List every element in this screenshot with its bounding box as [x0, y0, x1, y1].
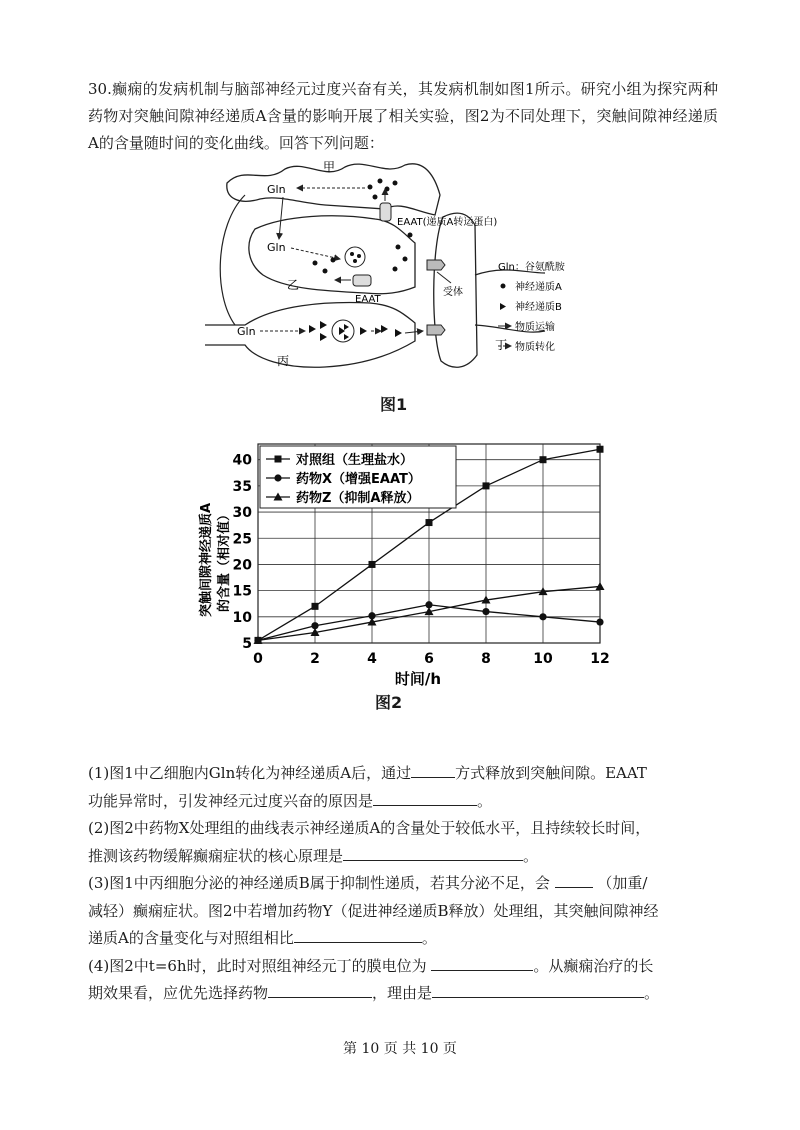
legend-conversion: 物质转化 — [515, 342, 555, 353]
eaat-top-icon — [380, 203, 391, 221]
y-tick-label: 35 — [232, 478, 252, 495]
data-point-square — [483, 482, 490, 489]
transmitter-b-triangles — [309, 321, 402, 341]
legend-label: 药物Z（抑制A释放） — [296, 491, 420, 506]
figure-2-chart — [190, 430, 610, 692]
y-tick-label: 25 — [232, 531, 252, 548]
receptor-b-icon — [427, 325, 445, 335]
data-point-circle — [596, 618, 603, 625]
y-tick-label: 5 — [242, 636, 252, 652]
legend-marker-circle — [274, 474, 281, 481]
legend-label: 对照组（生理盐水） — [296, 453, 414, 468]
eaat-middle-icon — [353, 275, 371, 286]
legend-dot-icon — [501, 284, 506, 289]
y-axis-label-line2: 的含量（相对值） — [217, 507, 232, 613]
cell-ding-label: 丁 — [495, 338, 508, 352]
legend-marker-square — [275, 456, 282, 463]
question-intro: 30.癫痫的发病机制与脑部神经元过度兴奋有关，其发病机制如图1所示。研究小组为探究两种药物对突触间隙神经递质A含量的影响开展了相关实验，图2为不同处理下，突触间隙神经递质A的含量随时间的变化曲线。回答下列问题： — [88, 80, 718, 152]
y-tick-label: 40 — [232, 452, 252, 469]
figure-1-diagram — [205, 155, 605, 387]
data-point-square — [312, 603, 319, 610]
q1-line2: 功能异常时，引发神经元过度兴奋的原因是 。 — [88, 788, 728, 816]
x-tick-label: 8 — [481, 651, 491, 667]
data-point-square — [426, 519, 433, 526]
data-point-triangle — [596, 582, 605, 590]
figure-1-legend — [498, 260, 565, 353]
q1-line1: (1)图1中乙细胞内Gln转化为神经递质A后，通过 方式释放到突触间隙。EAAT — [88, 760, 728, 788]
answer-blank-q3-b[interactable] — [294, 926, 422, 943]
receptor-a-icon — [427, 260, 445, 270]
q4-line1: (4)图2中t=6h时，此时对照组神经元丁的膜电位为 。从癫痫治疗的长 — [88, 953, 728, 981]
data-point-circle — [539, 613, 546, 620]
figure-1-caption: 图1 — [380, 395, 408, 414]
x-tick-label: 6 — [424, 651, 434, 667]
legend-transmitter-b: 神经递质B — [515, 302, 562, 313]
q3-line3: 递质A的含量变化与对照组相比 。 — [88, 925, 728, 953]
subquestions — [88, 760, 728, 1008]
data-point-square — [540, 456, 547, 463]
page-footer: 第 10 页 共 10 页 — [343, 1041, 457, 1057]
x-tick-label: 12 — [590, 651, 610, 667]
x-tick-label: 2 — [310, 651, 320, 667]
data-point-square — [597, 446, 604, 453]
x-tick-label: 0 — [253, 651, 263, 667]
data-point-circle — [482, 608, 489, 615]
gln-label-bottom: Gln — [237, 325, 256, 338]
q2-line2: 推测该药物缓解癫痫症状的核心原理是 。 — [88, 843, 728, 871]
legend-transmitter-a: 神经递质A — [515, 282, 562, 293]
data-point-square — [369, 561, 376, 568]
x-tick-label: 4 — [367, 651, 377, 667]
answer-blank-q4-a[interactable] — [431, 954, 533, 971]
cell-yi-label: 乙 — [287, 278, 300, 292]
y-tick-label: 20 — [232, 557, 252, 574]
x-tick-label: 10 — [533, 651, 553, 667]
chart-legend — [260, 446, 456, 508]
eaat-middle-label: EAAT — [355, 294, 381, 305]
legend-transport: 物质运输 — [515, 322, 555, 333]
answer-blank-q4-b[interactable] — [268, 981, 372, 998]
gln-label-top: Gln — [267, 183, 286, 196]
answer-blank-q2[interactable] — [343, 844, 523, 861]
q3-line1: (3)图1中丙细胞分泌的神经递质B属于抑制性递质，若其分泌不足，会 （加重/ — [88, 870, 728, 898]
answer-blank-q3-a[interactable] — [555, 871, 593, 888]
figure-2-caption: 图2 — [375, 693, 403, 712]
y-tick-label: 15 — [232, 583, 252, 600]
y-axis-label-line1: 突触间隙神经递质A — [199, 502, 214, 618]
legend-triangle-icon — [500, 303, 506, 310]
cell-jia-label: 甲 — [323, 160, 336, 174]
legend-gln-def: Gln：谷氨酰胺 — [498, 262, 565, 273]
answer-blank-q1-b[interactable] — [373, 789, 477, 806]
cell-yi-membrane — [249, 216, 415, 294]
q3-line2: 减轻）癫痫症状。图2中若增加药物Y（促进神经递质B释放）处理组，其突触间隙神经 — [88, 901, 659, 920]
q2-line1: (2)图2中药物X处理组的曲线表示神经递质A的含量处于较低水平，且持续较长时间， — [88, 819, 651, 837]
eaat-top-label: EAAT(递质A转运蛋白) — [397, 217, 498, 228]
y-tick-label: 30 — [232, 505, 252, 522]
answer-blank-q1-a[interactable] — [411, 761, 455, 778]
answer-blank-q4-c[interactable] — [432, 981, 644, 998]
cell-bing-label: 丙 — [277, 354, 290, 368]
y-tick-label: 10 — [232, 609, 252, 626]
x-axis-label: 时间/h — [394, 670, 442, 688]
gln-label-middle: Gln — [267, 241, 286, 254]
receptor-label: 受体 — [443, 287, 463, 298]
legend-label: 药物X（增强EAAT） — [296, 472, 421, 487]
q4-line2: 期效果看，应优先选择药物 ，理由是 。 — [88, 980, 728, 1008]
